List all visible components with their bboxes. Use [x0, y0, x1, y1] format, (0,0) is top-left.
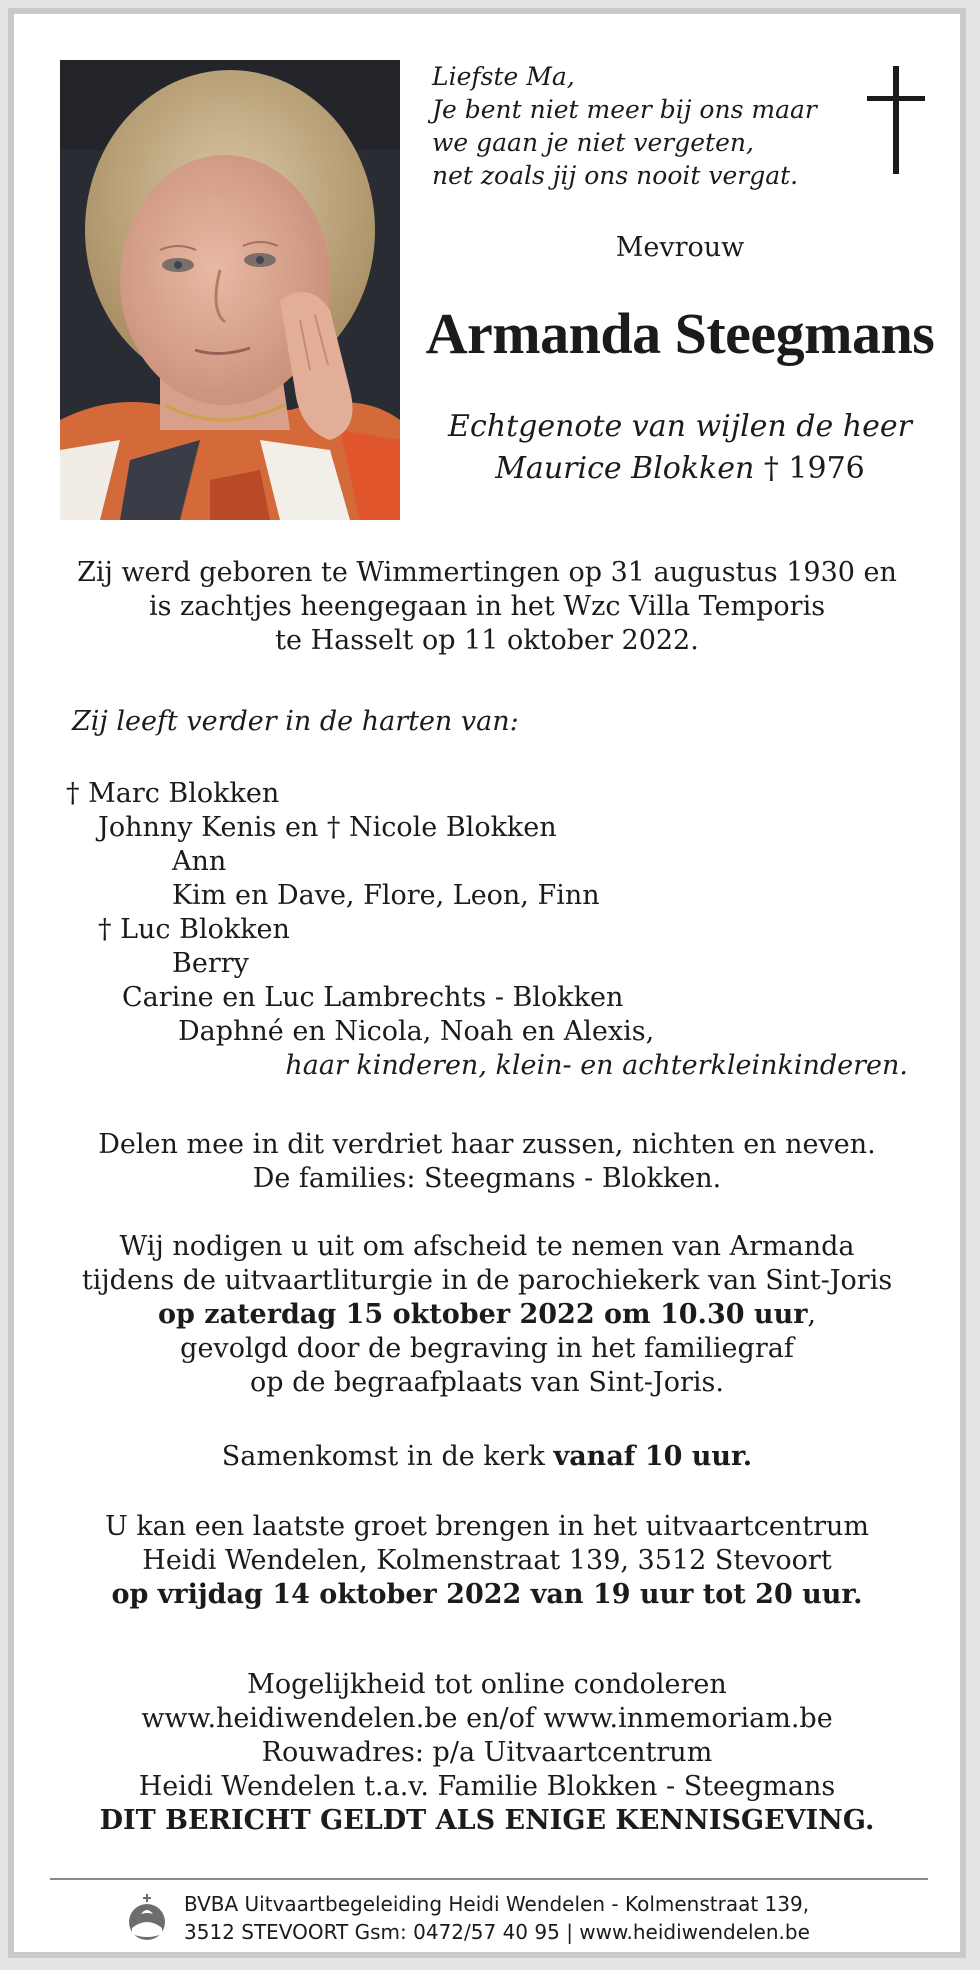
text-line: Mogelijkheid tot online condoleren: [247, 1669, 727, 1700]
honorific: Mevrouw: [615, 232, 745, 263]
text-line: Wij nodigen u uit om afscheid te nemen van Armanda: [119, 1231, 855, 1262]
text-line: Rouwadres: p/a Uitvaartcentrum: [261, 1737, 713, 1768]
spouse-line: Echtgenote van wijlen de heer: [448, 409, 912, 444]
sorrow-info: [54, 1128, 920, 1196]
service-date: op zaterdag 15 oktober 2022 om 10.30 uur: [157, 1299, 808, 1330]
family-closing: haar kinderen, klein- en achterkleinkinderen.: [285, 1050, 908, 1081]
birth-death-info: [54, 556, 920, 658]
survived-intro: Zij leeft verder in de harten van:: [72, 706, 519, 737]
punctuation: ,: [807, 1299, 817, 1330]
text-line: Zij werd geboren te Wimmertingen op 31 augustus 1930 en: [77, 557, 897, 588]
family-member: † Marc Blokken: [66, 778, 280, 809]
family-member: Berry: [172, 948, 249, 979]
gathering-prefix: Samenkomst in de kerk: [221, 1441, 554, 1472]
text-line: te Hasselt op 11 oktober 2022.: [275, 625, 699, 656]
poem-line: Je bent niet meer bij ons maar: [432, 95, 817, 124]
text-line: is zachtjes heengegaan in het Wzc Villa Temporis: [148, 591, 826, 622]
gathering-line: [54, 1440, 920, 1474]
poem: [432, 60, 852, 192]
family-member: Kim en Dave, Flore, Leon, Finn: [172, 880, 600, 911]
poem-line: Liefste Ma,: [432, 62, 575, 91]
spouse-name-line: [400, 448, 960, 490]
text-line: De families: Steegmans - Blokken.: [252, 1163, 722, 1194]
footer-line: 3512 STEVOORT Gsm: 0472/57 40 95 | www.heidiwendelen.be: [184, 1920, 810, 1944]
gathering-time: vanaf 10 uur.: [553, 1441, 753, 1472]
text-line: op de begraafplaats van Sint-Joris.: [250, 1367, 724, 1398]
funeral-home-info: [184, 1890, 810, 1946]
official-notice: DIT BERICHT GELDT ALS ENIGE KENNISGEVING.: [99, 1805, 875, 1836]
text-line: Heidi Wendelen t.a.v. Familie Blokken - Steegmans: [138, 1771, 836, 1802]
poem-line: we gaan je niet vergeten,: [432, 128, 754, 157]
cross-icon: [867, 66, 925, 174]
spouse-name: Maurice Blokken: [495, 451, 755, 486]
family-member: Johnny Kenis en † Nicole Blokken: [98, 812, 557, 843]
text-line: tijdens de uitvaartliturgie in de parochiekerk van Sint-Joris: [81, 1265, 893, 1296]
funeral-home-logo: [126, 1894, 168, 1942]
footer-divider: [50, 1878, 928, 1880]
obituary-card: [8, 8, 966, 1958]
spouse-death-year: 1976: [788, 451, 865, 486]
text-line: Heidi Wendelen, Kolmenstraat 139, 3512 Stevoort: [142, 1545, 832, 1576]
family-member: † Luc Blokken: [98, 914, 290, 945]
family-member: Carine en Luc Lambrechts - Blokken: [122, 982, 624, 1013]
text-line: U kan een laatste groet brengen in het uitvaartcentrum: [104, 1511, 869, 1542]
viewing-time: op vrijdag 14 oktober 2022 van 19 uur tot 20 uur.: [111, 1579, 863, 1610]
contact-info: [54, 1668, 920, 1838]
dagger-icon: †: [763, 451, 779, 486]
service-info: [54, 1230, 920, 1400]
viewing-info: [54, 1510, 920, 1612]
text-line: gevolgd door de begraving in het familiegraf: [180, 1333, 794, 1364]
poem-line: net zoals jij ons nooit vergat.: [432, 161, 799, 190]
deceased-name: Armanda Steegmans: [425, 301, 935, 366]
gathering-info: [54, 1440, 920, 1474]
websites: www.heidiwendelen.be en/of www.inmemoriam.be: [141, 1703, 833, 1734]
family-member: Ann: [172, 846, 227, 877]
spouse-info: [400, 406, 960, 490]
footer-line: BVBA Uitvaartbegeleiding Heidi Wendelen - Kolmenstraat 139,: [184, 1892, 810, 1916]
portrait-photo: [60, 60, 400, 520]
service-date-line: [54, 1298, 920, 1332]
family-member: Daphné en Nicola, Noah en Alexis,: [178, 1016, 655, 1047]
text-line: Delen mee in dit verdriet haar zussen, nichten en neven.: [98, 1129, 876, 1160]
